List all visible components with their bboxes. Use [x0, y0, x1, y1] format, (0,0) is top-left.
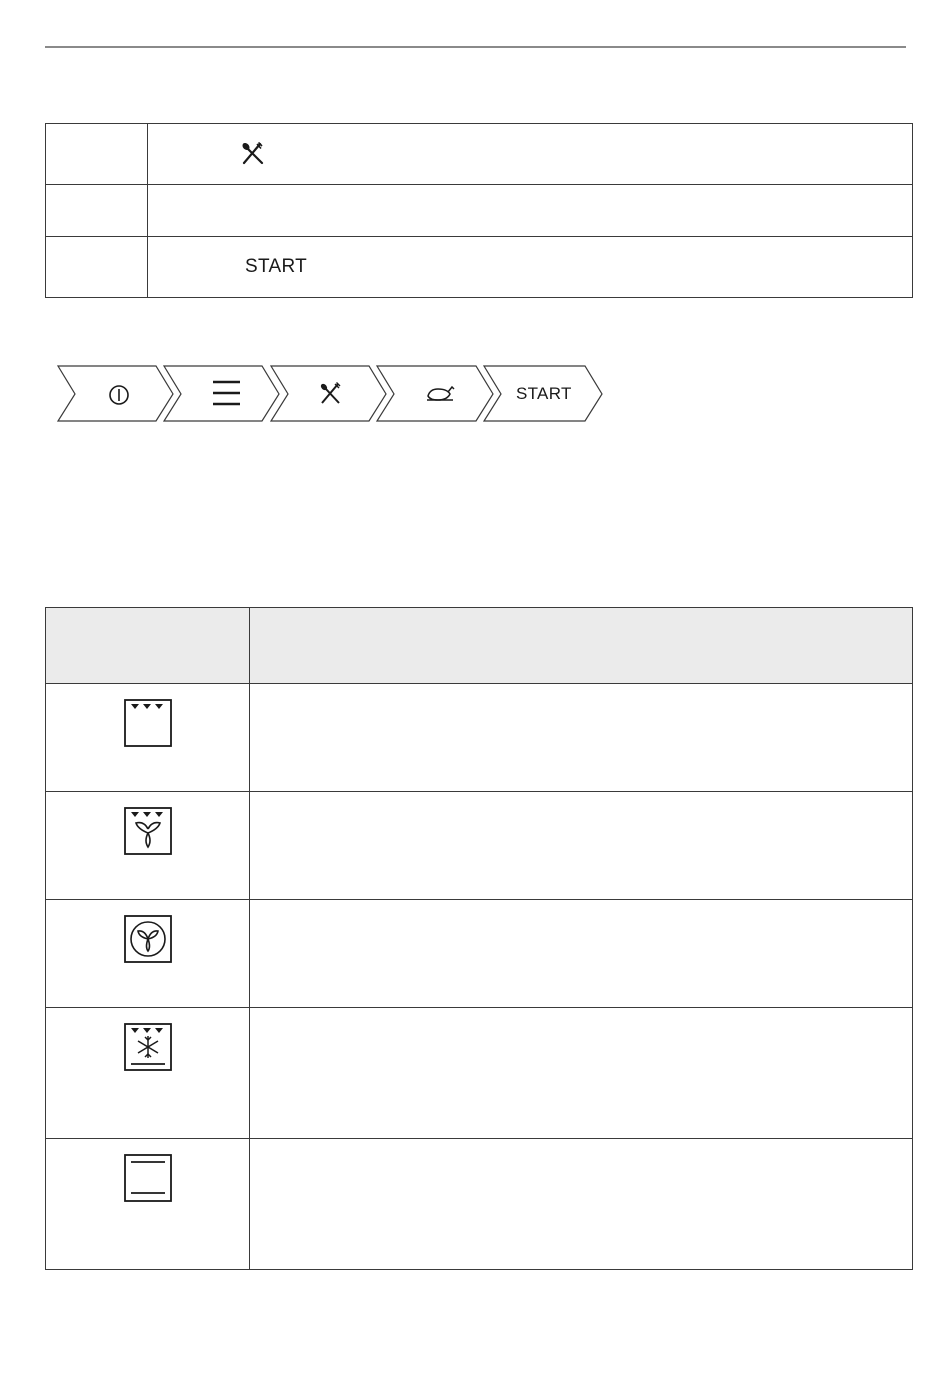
function-icon-cell — [46, 900, 250, 1008]
function-description — [250, 900, 913, 1008]
sequence-start-label: START — [516, 384, 572, 403]
steps-table — [45, 123, 913, 298]
function-icon-cell — [46, 1008, 250, 1139]
function-description — [250, 1139, 913, 1270]
function-row — [46, 900, 913, 1008]
step-row-2 — [46, 185, 913, 237]
header-description — [250, 608, 913, 684]
step-instruction-cell — [148, 237, 913, 298]
fan-icon — [123, 914, 173, 964]
chevron-step-4 — [377, 366, 493, 421]
operation-sequence — [56, 365, 616, 423]
menu-icon — [213, 382, 240, 404]
cutlery-icon — [240, 141, 266, 167]
step-instruction-cell — [148, 185, 913, 237]
function-description — [250, 1008, 913, 1139]
function-icon-cell — [46, 792, 250, 900]
chevron-step-3 — [271, 366, 386, 421]
function-row — [46, 1008, 913, 1139]
step-row-1 — [46, 124, 913, 185]
function-row — [46, 792, 913, 900]
step-row-3 — [46, 237, 913, 298]
header-symbol — [46, 608, 250, 684]
top-rule — [45, 46, 906, 48]
step-number-cell — [46, 124, 148, 185]
top-bottom-heat-icon — [123, 1153, 173, 1203]
cutlery-icon — [320, 383, 340, 404]
top-heat-fan-icon — [123, 806, 173, 856]
step-number-cell — [46, 237, 148, 298]
defrost-icon — [123, 1022, 173, 1072]
function-icon-cell — [46, 684, 250, 792]
functions-header-row — [46, 608, 913, 684]
function-row — [46, 684, 913, 792]
top-heat-icon — [123, 698, 173, 748]
function-row — [46, 1139, 913, 1270]
start-label: START — [245, 256, 308, 277]
step-number-cell — [46, 185, 148, 237]
chevron-step-1 — [58, 366, 173, 421]
roast-icon — [427, 387, 454, 400]
function-description — [250, 792, 913, 900]
function-description — [250, 684, 913, 792]
step-instruction-cell — [148, 124, 913, 185]
function-icon-cell — [46, 1139, 250, 1270]
power-icon — [110, 386, 128, 404]
functions-table — [45, 607, 913, 1270]
